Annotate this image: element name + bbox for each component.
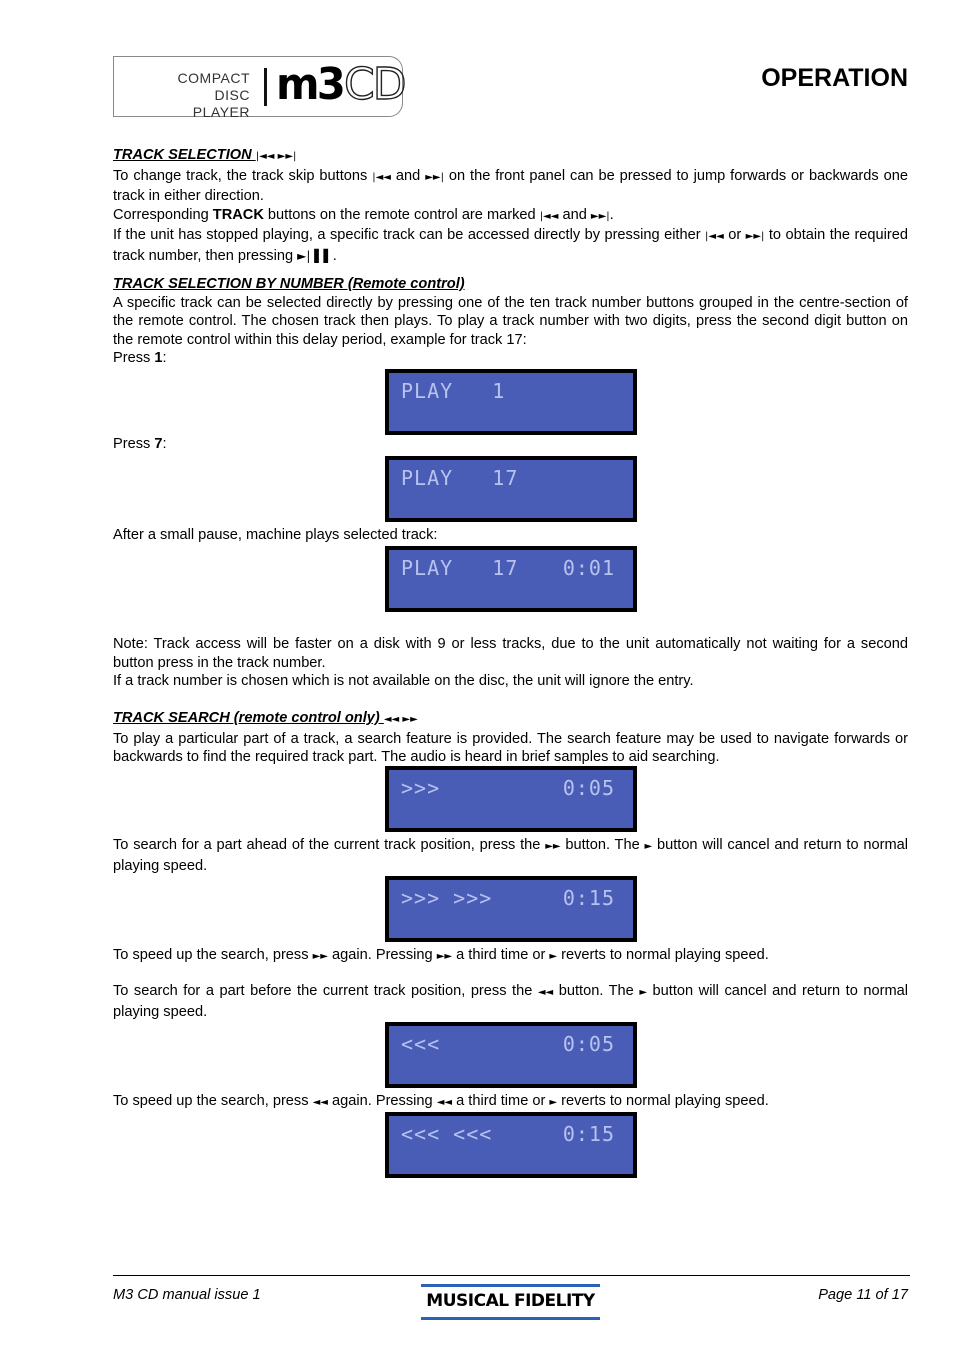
fast-forward-symbol: ►► xyxy=(436,951,453,962)
fast-forward-symbol: ►► xyxy=(545,841,561,852)
lcd-display-play-1 xyxy=(385,369,637,435)
paragraph: To search for a part ahead of the current track position, press the ►► button. The ► button will cancel and return to normal playing speed. xyxy=(113,837,908,874)
paragraph: To speed up the search, press ◄◄ again. Pressing ◄◄ a third time or ► reverts to normal playing speed. xyxy=(113,1093,769,1109)
rewind-symbol: ◄◄ xyxy=(436,1097,453,1108)
paragraph: To speed up the search, press ►► again. Pressing ►► a third time or ► reverts to normal playing speed. xyxy=(113,947,769,963)
after-pause-label: After a small pause, machine plays selected track: xyxy=(113,527,438,543)
lcd-left-text: PLAY 1 xyxy=(401,379,506,403)
paragraph: To play a particular part of a track, a search feature is provided. The search feature may be used to navigate forwards or backwards to find the required track part. The audio is heard in brief samples to aid searching. xyxy=(113,730,908,766)
logo-subtitle xyxy=(154,70,250,121)
note-text xyxy=(113,635,908,691)
lcd-right-text: 0:05 xyxy=(562,1032,615,1056)
paragraph: A specific track can be selected directly by pressing one of the ten track number buttons grouped in the centre-section of the remote control. The chosen track then plays. To play a track number with two digits, press the second digit button on the remote control within this delay period, example for track 17: xyxy=(113,294,908,348)
press-7-label: Press 7: xyxy=(113,436,167,452)
play-pause-symbol: ►| ▌▌ xyxy=(297,248,333,263)
lcd-left-text: >>> xyxy=(401,776,441,800)
logo-cd: CD xyxy=(344,59,405,110)
logo-bottom-line xyxy=(421,1317,600,1320)
lcd-right-text: 0:15 xyxy=(562,1122,615,1146)
lcd-left-text: PLAY 17 xyxy=(401,556,519,580)
section-heading: TRACK SELECTION BY NUMBER (Remote control) xyxy=(113,276,465,292)
play-symbol: ► xyxy=(549,1097,558,1108)
lcd-display-search-forward-fast xyxy=(385,876,637,942)
musical-fidelity-logo xyxy=(421,1284,600,1321)
logo-top-line xyxy=(421,1284,600,1287)
lcd-display-search-back-fast xyxy=(385,1112,637,1178)
skip-forward-symbol: ►►| xyxy=(425,171,444,183)
lcd-display-search-forward xyxy=(385,766,637,832)
lcd-display-search-back xyxy=(385,1022,637,1088)
lcd-left-text: PLAY 17 xyxy=(401,466,519,490)
lcd-left-text: <<< xyxy=(401,1032,441,1056)
lcd-display-play-17-time xyxy=(385,546,637,612)
lcd-left-text: >>> >>> xyxy=(401,886,493,910)
skip-symbols: |◄◄ ►►| xyxy=(255,151,297,162)
rewind-symbol: ◄◄ xyxy=(537,987,554,998)
footer-page-number: Page 11 of 17 xyxy=(818,1287,908,1303)
skip-forward-symbol: ►►| xyxy=(590,210,610,222)
rewind-symbol: ◄◄ xyxy=(312,1097,328,1108)
paragraph: To change track, the track skip buttons |◄◄ and ►►| on the front panel can be pressed to jump forwards or backwards one track in either direction. xyxy=(113,167,908,205)
lcd-right-text: 0:05 xyxy=(562,776,615,800)
logo-brand-text: MUSICAL FIDELITY xyxy=(426,1291,595,1311)
section-track-selection xyxy=(113,146,908,266)
paragraph: If a track number is chosen which is not available on the disc, the unit will ignore the entry. xyxy=(113,673,694,690)
press-1-label: Press 1: xyxy=(113,350,167,367)
logo-line-compact: COMPACT xyxy=(177,70,250,86)
section-track-search xyxy=(113,709,908,767)
fast-forward-symbol: ►► xyxy=(312,951,328,962)
brand-logo xyxy=(113,56,405,120)
search-symbols: ◄◄ ►► xyxy=(383,714,418,725)
play-symbol: ► xyxy=(639,987,648,998)
section-heading: TRACK SELECTION |◄◄ ►►| xyxy=(113,147,297,163)
section-track-by-number xyxy=(113,275,908,368)
skip-back-symbol: |◄◄ xyxy=(372,171,391,183)
lcd-right-text: 0:01 xyxy=(562,556,615,580)
lcd-left-text: <<< <<< xyxy=(401,1122,493,1146)
play-symbol: ► xyxy=(644,841,653,852)
paragraph: Corresponding TRACK buttons on the remote control are marked |◄◄ and ►►|. xyxy=(113,206,614,223)
lcd-right-text: 0:15 xyxy=(562,886,615,910)
paragraph: Note: Track access will be faster on a disk with 9 or less tracks, due to the unit automatically not waiting for a second button press in the track number. xyxy=(113,636,908,671)
footer-manual-issue: M3 CD manual issue 1 xyxy=(113,1287,261,1303)
logo-model: m3 xyxy=(276,59,343,110)
logo-line-disc-player: DISC PLAYER xyxy=(192,87,250,120)
lcd-display-play-17 xyxy=(385,456,637,522)
section-heading: TRACK SEARCH (remote control only) ◄◄ ►► xyxy=(113,710,418,726)
footer-divider xyxy=(113,1275,910,1276)
skip-back-symbol: |◄◄ xyxy=(705,231,724,243)
page-title: OPERATION xyxy=(761,64,908,92)
skip-back-symbol: |◄◄ xyxy=(539,210,559,222)
paragraph: To search for a part before the current track position, press the ◄◄ button. The ► button will cancel and return to normal playing speed. xyxy=(113,983,908,1020)
logo-divider xyxy=(264,68,267,106)
skip-forward-symbol: ►►| xyxy=(745,231,765,243)
play-symbol: ► xyxy=(549,951,558,962)
paragraph: If the unit has stopped playing, a specific track can be accessed directly by pressing either |◄◄ or ►►| to obtain the required track number, then pressing ►| ▌▌. xyxy=(113,227,908,264)
